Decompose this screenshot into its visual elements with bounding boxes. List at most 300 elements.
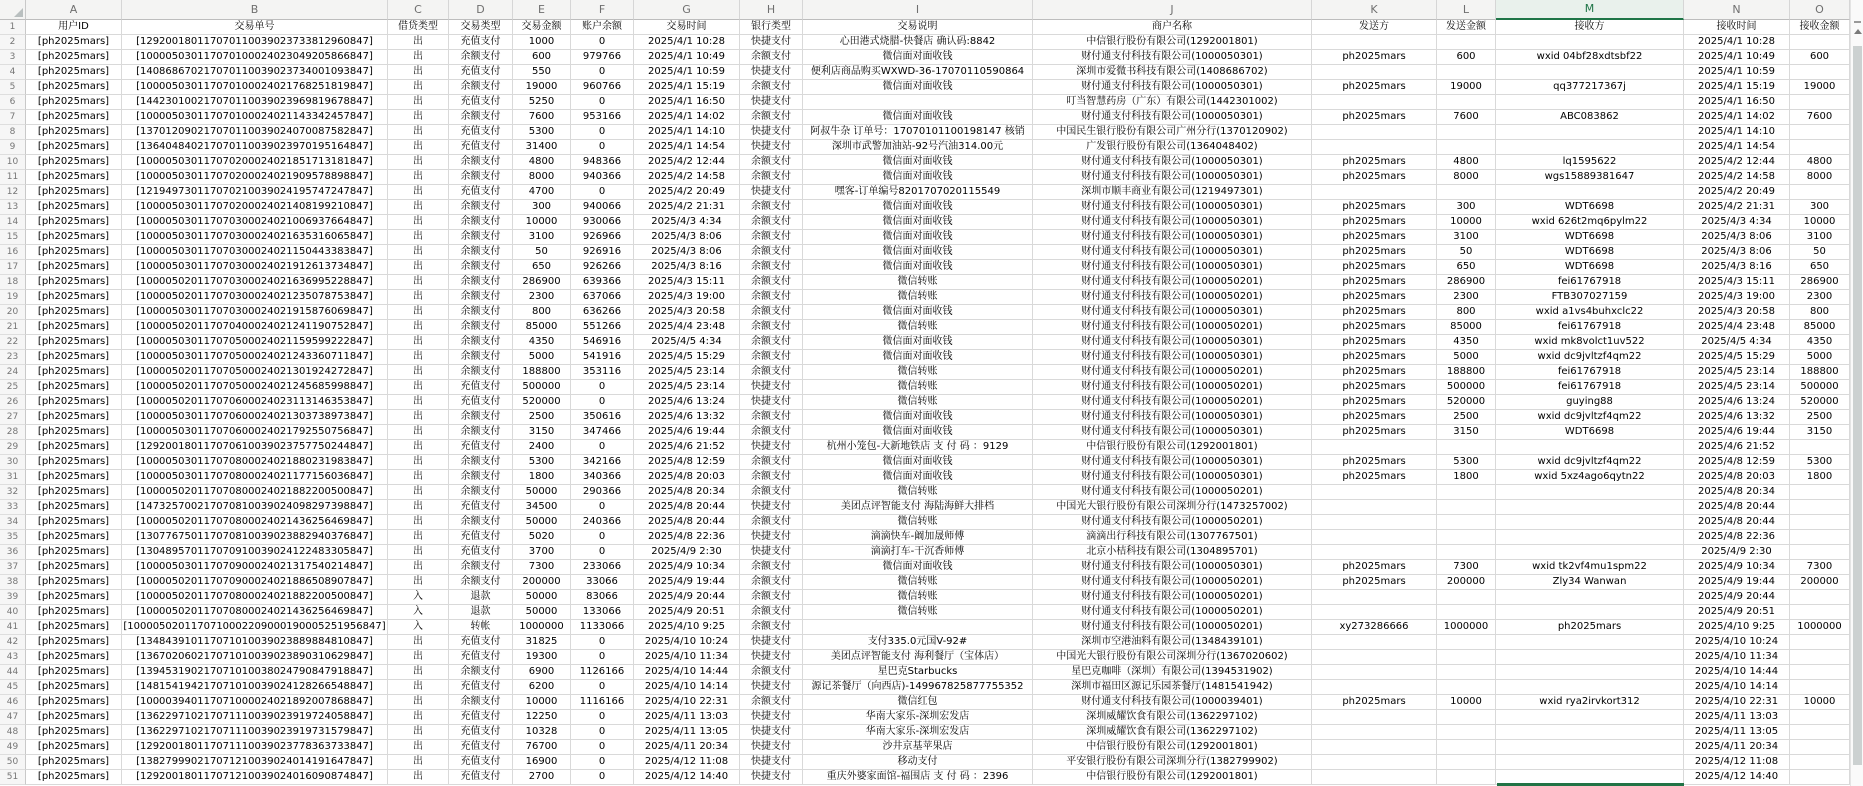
- cell-L49[interactable]: [1437, 740, 1496, 755]
- cell-N21[interactable]: 2025/4/4 23:48: [1684, 320, 1790, 335]
- cell-B19[interactable]: [100005020117070300024021235078753847]: [122, 290, 388, 305]
- cell-I6[interactable]: [803, 95, 1033, 110]
- cell-L38[interactable]: 200000: [1437, 575, 1496, 590]
- row-header-9[interactable]: 9: [0, 140, 26, 155]
- cell-E32[interactable]: 50000: [513, 485, 571, 500]
- cell-G22[interactable]: 2025/4/5 4:34: [634, 335, 740, 350]
- cell-J34[interactable]: 财付通支付科技有限公司(1000050201): [1033, 515, 1312, 530]
- cell-D44[interactable]: 余额支付: [449, 665, 513, 680]
- cell-A18[interactable]: [ph2025mars]: [26, 275, 122, 290]
- cell-G31[interactable]: 2025/4/8 20:03: [634, 470, 740, 485]
- cell-O4[interactable]: [1790, 65, 1850, 80]
- cell-F14[interactable]: 930066: [571, 215, 634, 230]
- cell-I29[interactable]: 杭州小笼包-大新地铁店 支 付 码 ：9129: [803, 440, 1033, 455]
- cell-B50[interactable]: [138279990217071210039024014191647847]: [122, 755, 388, 770]
- row-header-31[interactable]: 31: [0, 470, 26, 485]
- cell-L17[interactable]: 650: [1437, 260, 1496, 275]
- cell-B9[interactable]: [136404840217070110039023970195164847]: [122, 140, 388, 155]
- cell-L40[interactable]: [1437, 605, 1496, 620]
- cell-E45[interactable]: 6200: [513, 680, 571, 695]
- cell-G30[interactable]: 2025/4/8 12:59: [634, 455, 740, 470]
- cell-D23[interactable]: 余额支付: [449, 350, 513, 365]
- cell-G4[interactable]: 2025/4/1 10:59: [634, 65, 740, 80]
- cell-A45[interactable]: [ph2025mars]: [26, 680, 122, 695]
- cell-K31[interactable]: ph2025mars: [1312, 470, 1437, 485]
- cell-L43[interactable]: [1437, 650, 1496, 665]
- cell-H41[interactable]: 余额支付: [740, 620, 803, 635]
- column-header-D[interactable]: D: [449, 0, 513, 20]
- cell-O35[interactable]: [1790, 530, 1850, 545]
- cell-L15[interactable]: 3100: [1437, 230, 1496, 245]
- cell-K37[interactable]: ph2025mars: [1312, 560, 1437, 575]
- cell-J3[interactable]: 财付通支付科技有限公司(1000050301): [1033, 50, 1312, 65]
- cell-M37[interactable]: wxid tk2vf4mu1spm22: [1496, 560, 1684, 575]
- cell-L10[interactable]: 4800: [1437, 155, 1496, 170]
- cell-H16[interactable]: 余额支付: [740, 245, 803, 260]
- cell-F48[interactable]: 0: [571, 725, 634, 740]
- cell-F36[interactable]: 0: [571, 545, 634, 560]
- row-header-38[interactable]: 38: [0, 575, 26, 590]
- cell-A33[interactable]: [ph2025mars]: [26, 500, 122, 515]
- cell-F28[interactable]: 347466: [571, 425, 634, 440]
- cell-N45[interactable]: 2025/4/10 14:14: [1684, 680, 1790, 695]
- cell-K32[interactable]: [1312, 485, 1437, 500]
- cell-B13[interactable]: [100005030117070200024021408199210847]: [122, 200, 388, 215]
- cell-F8[interactable]: 0: [571, 125, 634, 140]
- cell-D24[interactable]: 余额支付: [449, 365, 513, 380]
- cell-D19[interactable]: 余额支付: [449, 290, 513, 305]
- cell-L36[interactable]: [1437, 545, 1496, 560]
- cell-J10[interactable]: 财付通支付科技有限公司(1000050301): [1033, 155, 1312, 170]
- cell-C11[interactable]: 出: [388, 170, 449, 185]
- cell-F29[interactable]: 0: [571, 440, 634, 455]
- cell-N10[interactable]: 2025/4/2 12:44: [1684, 155, 1790, 170]
- cell-B27[interactable]: [100005030117070600024021303738973847]: [122, 410, 388, 425]
- cell-E24[interactable]: 188800: [513, 365, 571, 380]
- cell-F24[interactable]: 353116: [571, 365, 634, 380]
- row-header-45[interactable]: 45: [0, 680, 26, 695]
- cell-L35[interactable]: [1437, 530, 1496, 545]
- column-header-K[interactable]: K: [1312, 0, 1437, 20]
- cell-K22[interactable]: ph2025mars: [1312, 335, 1437, 350]
- cell-N42[interactable]: 2025/4/10 10:24: [1684, 635, 1790, 650]
- cell-G18[interactable]: 2025/4/3 15:11: [634, 275, 740, 290]
- cell-O34[interactable]: [1790, 515, 1850, 530]
- cell-J17[interactable]: 财付通支付科技有限公司(1000050301): [1033, 260, 1312, 275]
- cell-I5[interactable]: 微信面对面收钱: [803, 80, 1033, 95]
- cell-L29[interactable]: [1437, 440, 1496, 455]
- cell-A20[interactable]: [ph2025mars]: [26, 305, 122, 320]
- cell-H27[interactable]: 余额支付: [740, 410, 803, 425]
- cell-D36[interactable]: 充值支付: [449, 545, 513, 560]
- cell-A21[interactable]: [ph2025mars]: [26, 320, 122, 335]
- cell-C50[interactable]: 出: [388, 755, 449, 770]
- cell-A13[interactable]: [ph2025mars]: [26, 200, 122, 215]
- cell-D6[interactable]: 充值支付: [449, 95, 513, 110]
- cell-B43[interactable]: [136702060217071010039023890310629847]: [122, 650, 388, 665]
- cell-G12[interactable]: 2025/4/2 20:49: [634, 185, 740, 200]
- cell-L21[interactable]: 85000: [1437, 320, 1496, 335]
- cell-K25[interactable]: ph2025mars: [1312, 380, 1437, 395]
- cell-K18[interactable]: ph2025mars: [1312, 275, 1437, 290]
- cell-E37[interactable]: 7300: [513, 560, 571, 575]
- cell-D31[interactable]: 余额支付: [449, 470, 513, 485]
- cell-K13[interactable]: ph2025mars: [1312, 200, 1437, 215]
- cell-K21[interactable]: ph2025mars: [1312, 320, 1437, 335]
- cell-F21[interactable]: 551266: [571, 320, 634, 335]
- cell-K7[interactable]: ph2025mars: [1312, 110, 1437, 125]
- cell-M21[interactable]: fei61767918: [1496, 320, 1684, 335]
- cell-N22[interactable]: 2025/4/5 4:34: [1684, 335, 1790, 350]
- cell-K11[interactable]: ph2025mars: [1312, 170, 1437, 185]
- cell-B5[interactable]: [100005030117070100024021768251819847]: [122, 80, 388, 95]
- cell-F41[interactable]: 1133066: [571, 620, 634, 635]
- cell-N50[interactable]: 2025/4/12 11:08: [1684, 755, 1790, 770]
- cell-D30[interactable]: 余额支付: [449, 455, 513, 470]
- cell-H35[interactable]: 快捷支付: [740, 530, 803, 545]
- cell-N23[interactable]: 2025/4/5 15:29: [1684, 350, 1790, 365]
- cell-H2[interactable]: 快捷支付: [740, 35, 803, 50]
- cell-M28[interactable]: WDT6698: [1496, 425, 1684, 440]
- cell-M13[interactable]: WDT6698: [1496, 200, 1684, 215]
- cell-E28[interactable]: 3150: [513, 425, 571, 440]
- cell-D35[interactable]: 充值支付: [449, 530, 513, 545]
- row-header-25[interactable]: 25: [0, 380, 26, 395]
- cell-N41[interactable]: 2025/4/10 9:25: [1684, 620, 1790, 635]
- cell-M31[interactable]: wxid 5xz4ago6qytn22: [1496, 470, 1684, 485]
- cell-C38[interactable]: 出: [388, 575, 449, 590]
- cell-F4[interactable]: 0: [571, 65, 634, 80]
- cell-C45[interactable]: 出: [388, 680, 449, 695]
- cell-N5[interactable]: 2025/4/1 15:19: [1684, 80, 1790, 95]
- cell-G21[interactable]: 2025/4/4 23:48: [634, 320, 740, 335]
- cell-F50[interactable]: 0: [571, 755, 634, 770]
- cell-B24[interactable]: [100005020117070500024021301924272847]: [122, 365, 388, 380]
- cell-B28[interactable]: [100005030117070600024021792550756847]: [122, 425, 388, 440]
- cell-G17[interactable]: 2025/4/3 8:16: [634, 260, 740, 275]
- cell-N37[interactable]: 2025/4/9 10:34: [1684, 560, 1790, 575]
- row-header-23[interactable]: 23: [0, 350, 26, 365]
- cell-E50[interactable]: 16900: [513, 755, 571, 770]
- cell-E27[interactable]: 2500: [513, 410, 571, 425]
- cell-E13[interactable]: 300: [513, 200, 571, 215]
- row-header-48[interactable]: 48: [0, 725, 26, 740]
- cell-H19[interactable]: 余额支付: [740, 290, 803, 305]
- cell-M46[interactable]: wxid rya2irvkort312: [1496, 695, 1684, 710]
- cell-J48[interactable]: 深圳威耀饮食有限公司(1362297102): [1033, 725, 1312, 740]
- cell-K40[interactable]: [1312, 605, 1437, 620]
- cell-O49[interactable]: [1790, 740, 1850, 755]
- cell-H38[interactable]: 余额支付: [740, 575, 803, 590]
- cell-N14[interactable]: 2025/4/3 4:34: [1684, 215, 1790, 230]
- cell-F22[interactable]: 546916: [571, 335, 634, 350]
- cell-J50[interactable]: 平安银行股份有限公司深圳分行(1382799902): [1033, 755, 1312, 770]
- cell-L32[interactable]: [1437, 485, 1496, 500]
- cell-F2[interactable]: 0: [571, 35, 634, 50]
- cell-C3[interactable]: 出: [388, 50, 449, 65]
- cell-H15[interactable]: 余额支付: [740, 230, 803, 245]
- cell-E20[interactable]: 800: [513, 305, 571, 320]
- cell-F11[interactable]: 940366: [571, 170, 634, 185]
- cell-D8[interactable]: 充值支付: [449, 125, 513, 140]
- cell-D4[interactable]: 充值支付: [449, 65, 513, 80]
- cell-I23[interactable]: 微信面对面收钱: [803, 350, 1033, 365]
- cell-O32[interactable]: [1790, 485, 1850, 500]
- cell-C49[interactable]: 出: [388, 740, 449, 755]
- cell-D29[interactable]: 充值支付: [449, 440, 513, 455]
- cell-I51[interactable]: 重庆外婆家面馆-福围店 支 付 码 ：2396: [803, 770, 1033, 785]
- cell-O33[interactable]: [1790, 500, 1850, 515]
- cell-K51[interactable]: [1312, 770, 1437, 785]
- cell-I48[interactable]: 华南大家乐-深圳宏发店: [803, 725, 1033, 740]
- cell-C39[interactable]: 入: [388, 590, 449, 605]
- cell-F13[interactable]: 940066: [571, 200, 634, 215]
- cell-M32[interactable]: [1496, 485, 1684, 500]
- cell-F5[interactable]: 960766: [571, 80, 634, 95]
- cell-C29[interactable]: 出: [388, 440, 449, 455]
- cell-A43[interactable]: [ph2025mars]: [26, 650, 122, 665]
- cell-G24[interactable]: 2025/4/5 23:14: [634, 365, 740, 380]
- cell-K16[interactable]: ph2025mars: [1312, 245, 1437, 260]
- cell-L13[interactable]: 300: [1437, 200, 1496, 215]
- cell-H31[interactable]: 余额支付: [740, 470, 803, 485]
- cell-E29[interactable]: 2400: [513, 440, 571, 455]
- cell-D37[interactable]: 余额支付: [449, 560, 513, 575]
- cell-G6[interactable]: 2025/4/1 16:50: [634, 95, 740, 110]
- cell-M8[interactable]: [1496, 125, 1684, 140]
- row-header-35[interactable]: 35: [0, 530, 26, 545]
- cell-I17[interactable]: 微信面对面收钱: [803, 260, 1033, 275]
- cell-H44[interactable]: 余额支付: [740, 665, 803, 680]
- row-header-13[interactable]: 13: [0, 200, 26, 215]
- cell-O14[interactable]: 10000: [1790, 215, 1850, 230]
- cell-M22[interactable]: wxid mk8volct1uv522: [1496, 335, 1684, 350]
- cell-N47[interactable]: 2025/4/11 13:03: [1684, 710, 1790, 725]
- cell-O28[interactable]: 3150: [1790, 425, 1850, 440]
- row-header-27[interactable]: 27: [0, 410, 26, 425]
- cell-M40[interactable]: [1496, 605, 1684, 620]
- cell-A38[interactable]: [ph2025mars]: [26, 575, 122, 590]
- cell-F44[interactable]: 1126166: [571, 665, 634, 680]
- cell-K44[interactable]: [1312, 665, 1437, 680]
- cell-M23[interactable]: wxid dc9jvltzf4qm22: [1496, 350, 1684, 365]
- cell-J33[interactable]: 中国光大银行股份有限公司深圳分行(1473257002): [1033, 500, 1312, 515]
- cell-A26[interactable]: [ph2025mars]: [26, 395, 122, 410]
- cell-M15[interactable]: WDT6698: [1496, 230, 1684, 245]
- cell-O46[interactable]: 10000: [1790, 695, 1850, 710]
- cell-H3[interactable]: 余额支付: [740, 50, 803, 65]
- column-header-J[interactable]: J: [1033, 0, 1312, 20]
- cell-J12[interactable]: 深圳市顺丰商业有限公司(1219497301): [1033, 185, 1312, 200]
- cell-L16[interactable]: 50: [1437, 245, 1496, 260]
- cell-E7[interactable]: 7600: [513, 110, 571, 125]
- cell-N51[interactable]: 2025/4/12 14:40: [1684, 770, 1790, 785]
- cell-A37[interactable]: [ph2025mars]: [26, 560, 122, 575]
- cell-K12[interactable]: [1312, 185, 1437, 200]
- cell-M11[interactable]: wgs15889381647: [1496, 170, 1684, 185]
- cell-M12[interactable]: [1496, 185, 1684, 200]
- column-header-M[interactable]: M: [1496, 0, 1684, 20]
- cell-H34[interactable]: 余额支付: [740, 515, 803, 530]
- cell-O47[interactable]: [1790, 710, 1850, 725]
- cell-M30[interactable]: wxid dc9jvltzf4qm22: [1496, 455, 1684, 470]
- cell-O25[interactable]: 500000: [1790, 380, 1850, 395]
- cell-O44[interactable]: [1790, 665, 1850, 680]
- cell-M45[interactable]: [1496, 680, 1684, 695]
- cell-J38[interactable]: 财付通支付科技有限公司(1000050201): [1033, 575, 1312, 590]
- cell-M50[interactable]: [1496, 755, 1684, 770]
- column-header-I[interactable]: I: [803, 0, 1033, 20]
- cell-C35[interactable]: 出: [388, 530, 449, 545]
- cell-J49[interactable]: 中信银行股份有限公司(1292001801): [1033, 740, 1312, 755]
- cell-H23[interactable]: 余额支付: [740, 350, 803, 365]
- row-header-33[interactable]: 33: [0, 500, 26, 515]
- cell-J26[interactable]: 财付通支付科技有限公司(1000050201): [1033, 395, 1312, 410]
- cell-J43[interactable]: 中国光大银行股份有限公司深圳分行(1367020602): [1033, 650, 1312, 665]
- cell-H9[interactable]: 快捷支付: [740, 140, 803, 155]
- row-header-28[interactable]: 28: [0, 425, 26, 440]
- cell-G10[interactable]: 2025/4/2 12:44: [634, 155, 740, 170]
- cell-C44[interactable]: 出: [388, 665, 449, 680]
- row-header-20[interactable]: 20: [0, 305, 26, 320]
- cell-I33[interactable]: 美团点评智能支付 海陆海鲜大排档: [803, 500, 1033, 515]
- column-header-N[interactable]: N: [1684, 0, 1790, 20]
- cell-L26[interactable]: 520000: [1437, 395, 1496, 410]
- row-header-21[interactable]: 21: [0, 320, 26, 335]
- cell-A17[interactable]: [ph2025mars]: [26, 260, 122, 275]
- cell-K43[interactable]: [1312, 650, 1437, 665]
- cell-C26[interactable]: 出: [388, 395, 449, 410]
- cell-D13[interactable]: 余额支付: [449, 200, 513, 215]
- scrollbar-thumb[interactable]: [1853, 46, 1862, 765]
- vertical-scrollbar[interactable]: [1850, 0, 1863, 786]
- cell-A19[interactable]: [ph2025mars]: [26, 290, 122, 305]
- cell-M9[interactable]: [1496, 140, 1684, 155]
- cell-N1[interactable]: 接收时间: [1684, 20, 1790, 35]
- cell-E47[interactable]: 12250: [513, 710, 571, 725]
- cell-B42[interactable]: [134843910117071010039023889884810847]: [122, 635, 388, 650]
- cell-C32[interactable]: 出: [388, 485, 449, 500]
- cell-A27[interactable]: [ph2025mars]: [26, 410, 122, 425]
- cell-B4[interactable]: [140868670217070110039023734001093847]: [122, 65, 388, 80]
- cell-O45[interactable]: [1790, 680, 1850, 695]
- cell-D50[interactable]: 充值支付: [449, 755, 513, 770]
- cell-H32[interactable]: 余额支付: [740, 485, 803, 500]
- cell-B6[interactable]: [144230100217070110039023969819678847]: [122, 95, 388, 110]
- cell-L39[interactable]: [1437, 590, 1496, 605]
- cell-E6[interactable]: 5250: [513, 95, 571, 110]
- cell-L3[interactable]: 600: [1437, 50, 1496, 65]
- cell-C18[interactable]: 出: [388, 275, 449, 290]
- cell-B46[interactable]: [100003940117071000024021892007868847]: [122, 695, 388, 710]
- cell-D26[interactable]: 充值支付: [449, 395, 513, 410]
- cell-J2[interactable]: 中信银行股份有限公司(1292001801): [1033, 35, 1312, 50]
- cell-E43[interactable]: 19300: [513, 650, 571, 665]
- cell-H37[interactable]: 余额支付: [740, 560, 803, 575]
- cell-H1[interactable]: 银行类型: [740, 20, 803, 35]
- cell-N11[interactable]: 2025/4/2 14:58: [1684, 170, 1790, 185]
- cell-A36[interactable]: [ph2025mars]: [26, 545, 122, 560]
- cell-M3[interactable]: wxid 04bf28xdtsbf22: [1496, 50, 1684, 65]
- cell-I28[interactable]: 微信面对面收钱: [803, 425, 1033, 440]
- cell-J45[interactable]: 深圳市福田区源记乐园茶餐厅(1481541942): [1033, 680, 1312, 695]
- cell-E18[interactable]: 286900: [513, 275, 571, 290]
- cell-C15[interactable]: 出: [388, 230, 449, 245]
- cell-O41[interactable]: 1000000: [1790, 620, 1850, 635]
- cell-A15[interactable]: [ph2025mars]: [26, 230, 122, 245]
- cell-F18[interactable]: 639366: [571, 275, 634, 290]
- cell-J51[interactable]: 中信银行股份有限公司(1292001801): [1033, 770, 1312, 785]
- cell-F23[interactable]: 541916: [571, 350, 634, 365]
- cell-H42[interactable]: 快捷支付: [740, 635, 803, 650]
- cell-L18[interactable]: 286900: [1437, 275, 1496, 290]
- cell-H30[interactable]: 余额支付: [740, 455, 803, 470]
- cell-A14[interactable]: [ph2025mars]: [26, 215, 122, 230]
- cell-K17[interactable]: ph2025mars: [1312, 260, 1437, 275]
- cell-H5[interactable]: 余额支付: [740, 80, 803, 95]
- cell-K33[interactable]: [1312, 500, 1437, 515]
- cell-L45[interactable]: [1437, 680, 1496, 695]
- cell-B16[interactable]: [100005030117070300024021150443383847]: [122, 245, 388, 260]
- cell-I11[interactable]: 微信面对面收钱: [803, 170, 1033, 185]
- row-header-8[interactable]: 8: [0, 125, 26, 140]
- cell-O50[interactable]: [1790, 755, 1850, 770]
- cell-J41[interactable]: 财付通支付科技有限公司(1000050201): [1033, 620, 1312, 635]
- cell-N2[interactable]: 2025/4/1 10:28: [1684, 35, 1790, 50]
- cell-D21[interactable]: 余额支付: [449, 320, 513, 335]
- cell-A22[interactable]: [ph2025mars]: [26, 335, 122, 350]
- row-header-24[interactable]: 24: [0, 365, 26, 380]
- cell-N19[interactable]: 2025/4/3 19:00: [1684, 290, 1790, 305]
- cell-N26[interactable]: 2025/4/6 13:24: [1684, 395, 1790, 410]
- cell-B47[interactable]: [136229710217071110039023919724058847]: [122, 710, 388, 725]
- cell-C7[interactable]: 出: [388, 110, 449, 125]
- cell-L4[interactable]: [1437, 65, 1496, 80]
- cell-I44[interactable]: 星巴克Starbucks: [803, 665, 1033, 680]
- cell-F31[interactable]: 340366: [571, 470, 634, 485]
- cell-E51[interactable]: 2700: [513, 770, 571, 785]
- cell-N46[interactable]: 2025/4/10 22:31: [1684, 695, 1790, 710]
- cell-D39[interactable]: 退款: [449, 590, 513, 605]
- cell-J35[interactable]: 滴滴出行科技有限公司(1307767501): [1033, 530, 1312, 545]
- cell-B14[interactable]: [100005030117070300024021006937664847]: [122, 215, 388, 230]
- cell-J20[interactable]: 财付通支付科技有限公司(1000050301): [1033, 305, 1312, 320]
- cell-M33[interactable]: [1496, 500, 1684, 515]
- cell-I25[interactable]: 微信转账: [803, 380, 1033, 395]
- cell-E1[interactable]: 交易金额: [513, 20, 571, 35]
- cell-N24[interactable]: 2025/4/5 23:14: [1684, 365, 1790, 380]
- cell-A49[interactable]: [ph2025mars]: [26, 740, 122, 755]
- row-header-34[interactable]: 34: [0, 515, 26, 530]
- cell-K19[interactable]: ph2025mars: [1312, 290, 1437, 305]
- cell-E38[interactable]: 200000: [513, 575, 571, 590]
- cell-D43[interactable]: 充值支付: [449, 650, 513, 665]
- cell-C4[interactable]: 出: [388, 65, 449, 80]
- cell-I3[interactable]: 微信面对面收钱: [803, 50, 1033, 65]
- cell-B33[interactable]: [147325700217070810039024098297398847]: [122, 500, 388, 515]
- cell-D49[interactable]: 充值支付: [449, 740, 513, 755]
- cell-O21[interactable]: 85000: [1790, 320, 1850, 335]
- cell-O13[interactable]: 300: [1790, 200, 1850, 215]
- cell-O6[interactable]: [1790, 95, 1850, 110]
- cell-H40[interactable]: 余额支付: [740, 605, 803, 620]
- cell-D11[interactable]: 余额支付: [449, 170, 513, 185]
- cell-E2[interactable]: 1000: [513, 35, 571, 50]
- cell-I21[interactable]: 微信转账: [803, 320, 1033, 335]
- cell-O7[interactable]: 7600: [1790, 110, 1850, 125]
- cell-K24[interactable]: ph2025mars: [1312, 365, 1437, 380]
- cell-B17[interactable]: [100005030117070300024021912613734847]: [122, 260, 388, 275]
